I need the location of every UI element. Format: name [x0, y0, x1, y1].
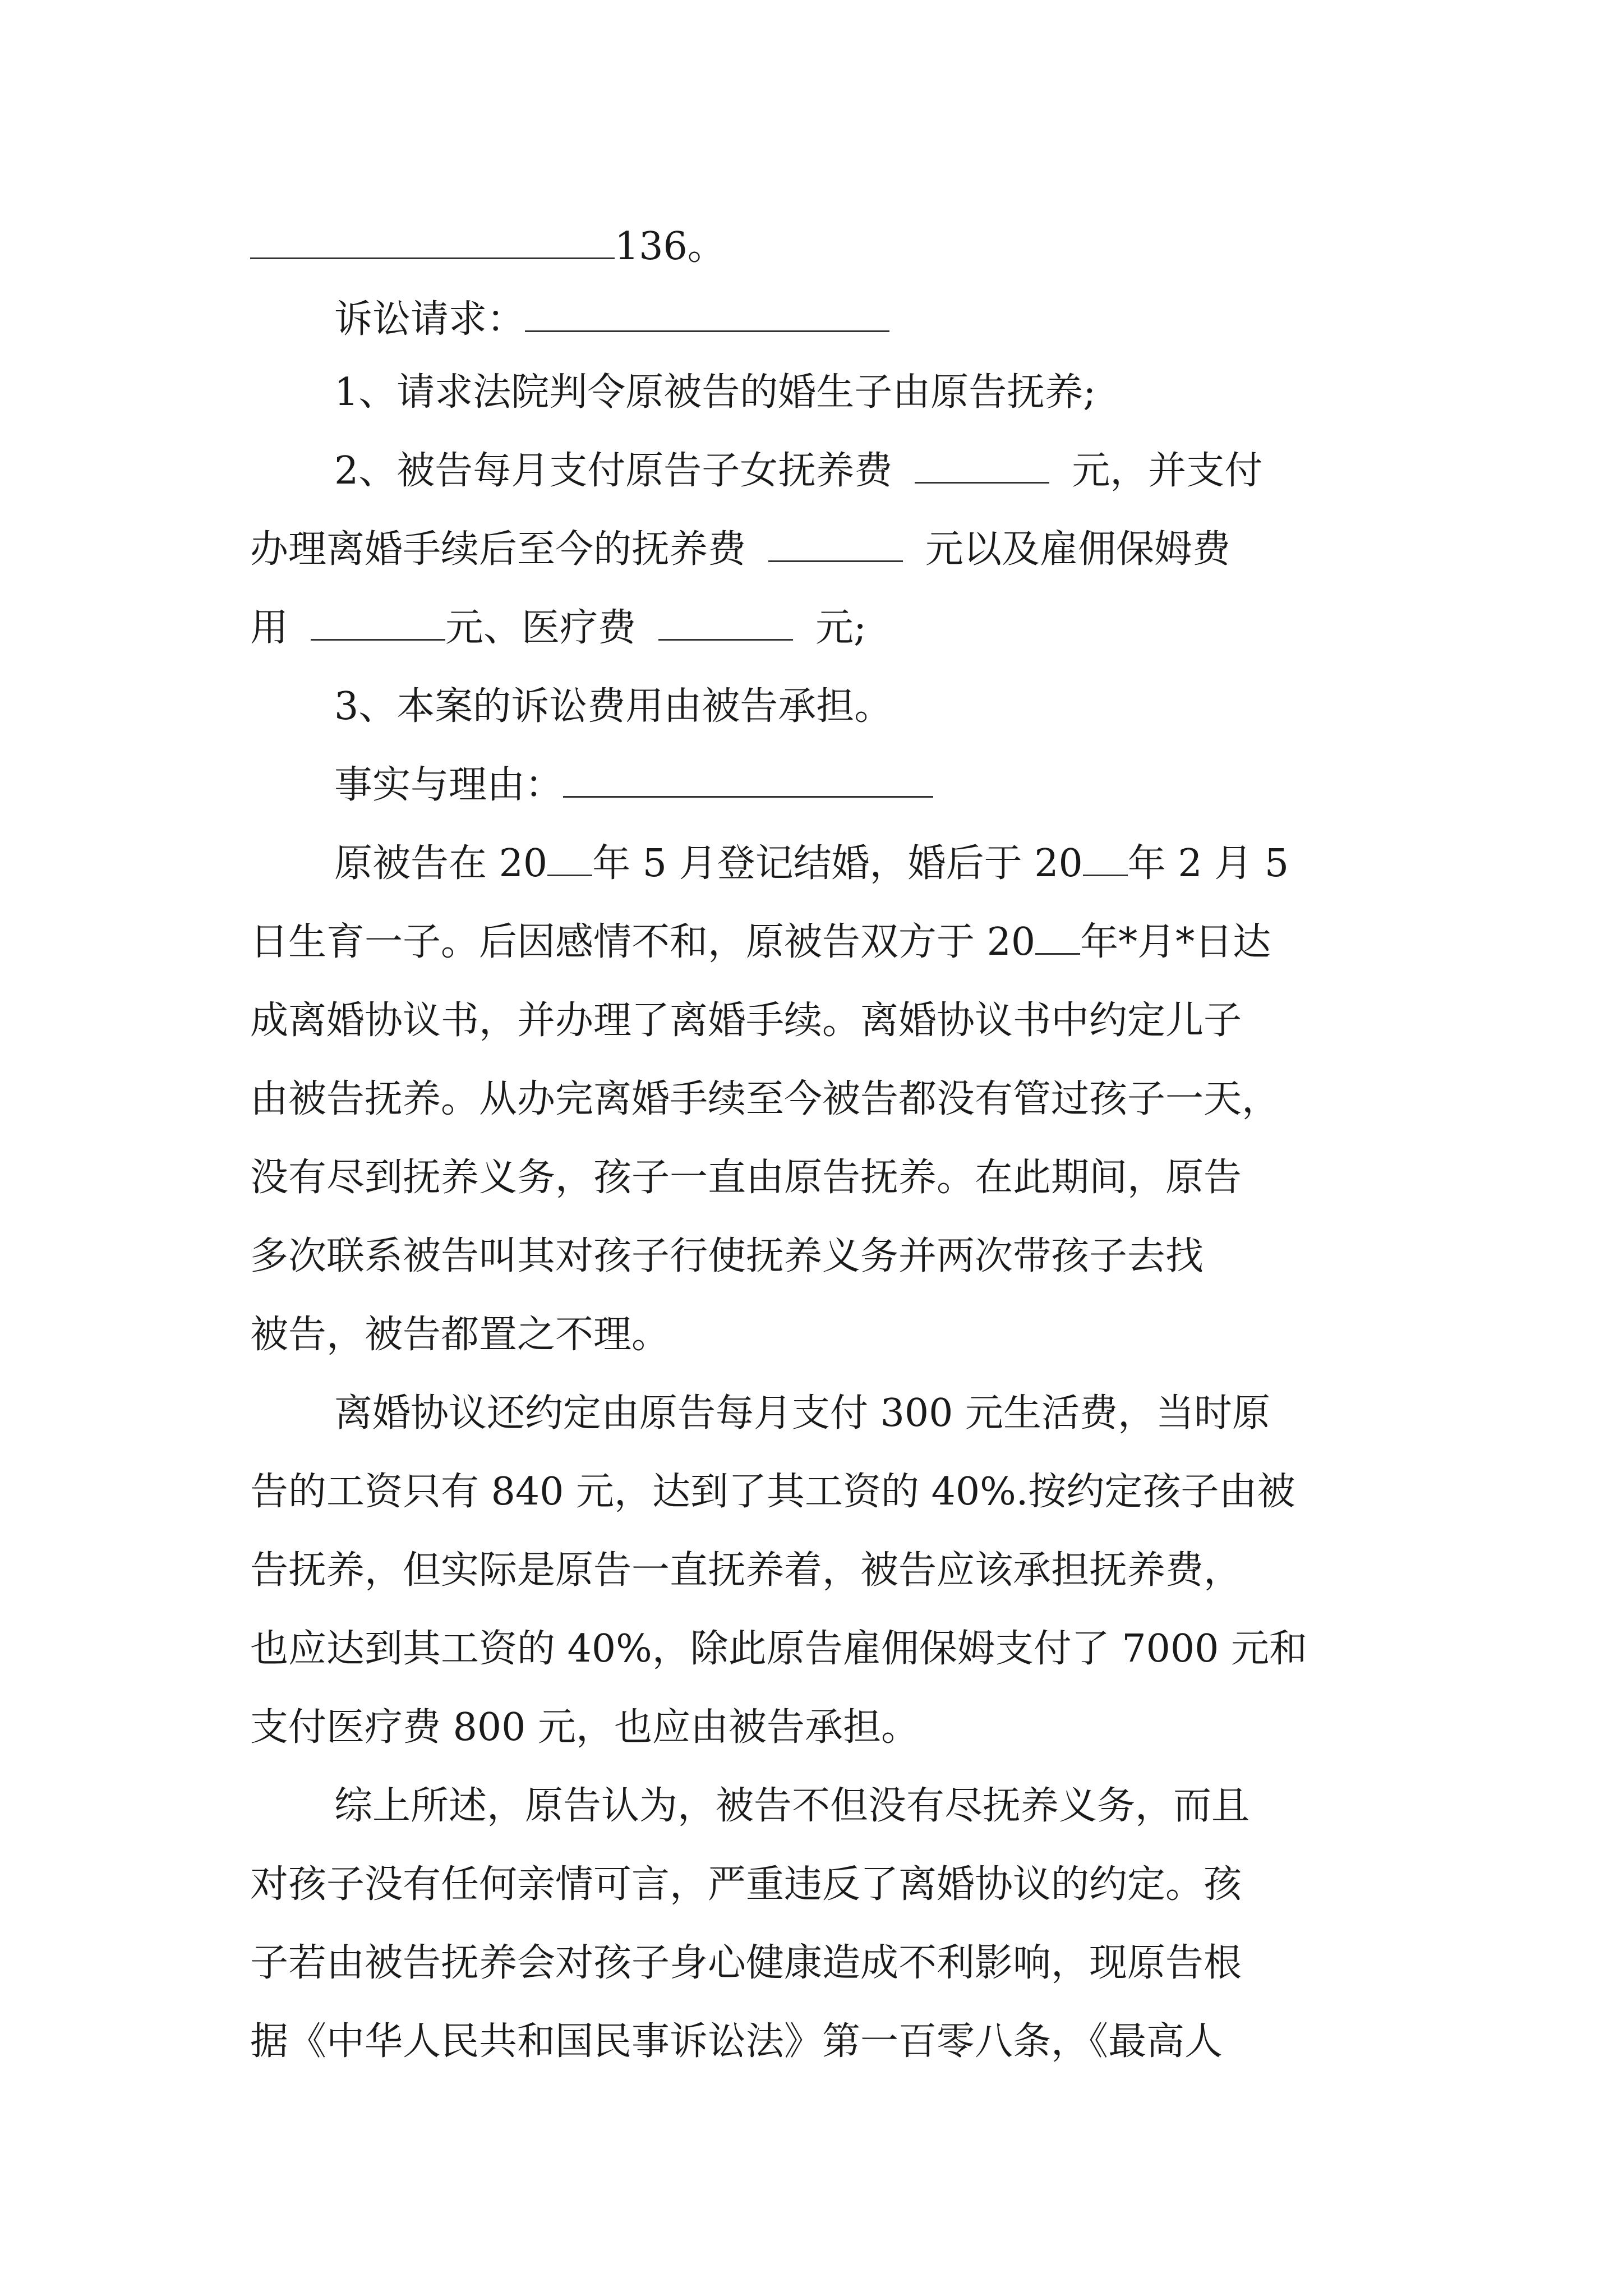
text-line: 支付医疗费 800 元，也应由被告承担。 [250, 1705, 920, 1750]
claims-heading [334, 292, 889, 348]
heading-text: 诉讼请求： [334, 297, 525, 342]
claim-item-3: 3、本案的诉讼费用由被告承担。 [334, 684, 893, 729]
text-line: 告抚养，但实际是原告一直抚养着，被告应该承担抚养费， [250, 1548, 1242, 1593]
claim-item-2: 2、被告每月支付原告子女抚养费 元，并支付 [334, 449, 1263, 493]
text-line: 告的工资只有 840 元，达到了其工资的 40%.按约定孩子由被 [250, 1470, 1295, 1514]
text-line: 综上所述，原告认为，被告不但没有尽抚养义务，而且 [334, 1784, 1250, 1828]
text-line: 离婚协议还约定由原告每月支付 300 元生活费，当时原 [334, 1391, 1271, 1435]
text-line: 也应达到其工资的 40%，除此原告雇佣保姆支付了 7000 元和 [250, 1627, 1308, 1671]
year-blank [1035, 919, 1080, 955]
facts-heading [334, 757, 933, 813]
text-line: 成离婚协议书，并办理了离婚手续。离婚协议书中约定儿子 [250, 999, 1242, 1043]
fill-in-blank [525, 297, 889, 332]
text-line: 原被告在 20 年 5 月登记结婚，婚后于 20 年 2 月 5 [334, 841, 1289, 886]
amount-blank [311, 605, 445, 641]
text-line: 据《中华人民共和国民事诉讼法》第一百零八条，《最高人 [250, 2019, 1223, 2064]
amount-blank [915, 448, 1049, 484]
line-text: 136。 [615, 224, 726, 269]
fill-in-blank [563, 762, 933, 798]
text-line: 日生育一子。后因感情不和，原被告双方于 20 年*月*日达 [250, 920, 1271, 964]
amount-blank [768, 527, 903, 562]
heading-text: 事实与理由： [334, 763, 564, 807]
claim-item-1: 1、请求法院判令原被告的婚生子由原告抚养; [334, 370, 1096, 415]
text-line: 对孩子没有任何亲情可言，严重违反了离婚协议的约定。孩 [250, 1862, 1242, 1907]
year-blank [547, 841, 592, 876]
fill-in-blank [250, 224, 615, 259]
year-blank [1083, 841, 1128, 876]
text-line: 多次联系被告叫其对孩子行使抚养义务并两次带孩子去找 [250, 1234, 1204, 1278]
text-line: 由被告抚养。从办完离婚手续至今被告都没有管过孩子一天， [250, 1077, 1280, 1121]
text-line: 没有尽到抚养义务，孩子一直由原告抚养。在此期间，原告 [250, 1156, 1242, 1200]
text-line: 被告，被告都置之不理。 [250, 1313, 670, 1357]
text-line: 子若由被告抚养会对孩子身心健康造成不利影响，现原告根 [250, 1941, 1242, 1985]
text-line [250, 219, 726, 275]
text-line: 办理离婚手续后至今的抚养费 元以及雇佣保姆费 [250, 527, 1231, 572]
amount-blank [658, 605, 793, 641]
text-line: 用 元、医疗费 元; [250, 606, 866, 650]
